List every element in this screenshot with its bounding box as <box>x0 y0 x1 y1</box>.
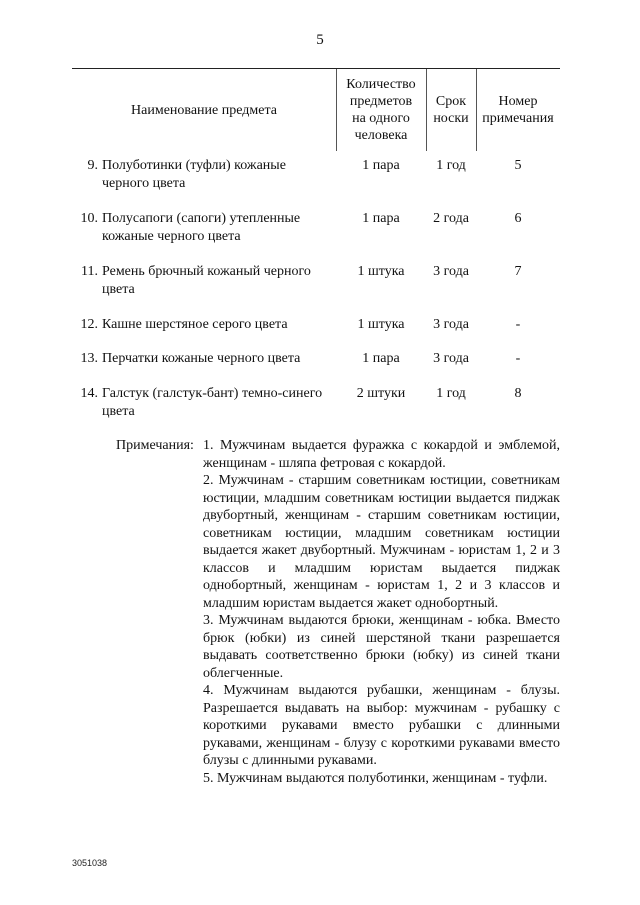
row-item-name: Кашне шерстяное серого цвета <box>102 317 288 332</box>
row-quantity: 1 пара <box>362 158 400 173</box>
row-term: 3 года <box>433 317 469 332</box>
row-quantity: 2 штуки <box>356 386 406 401</box>
row-quantity: 1 пара <box>362 351 400 366</box>
header-item-name: Наименование предмета <box>131 102 277 118</box>
row-quantity: 1 штука <box>357 264 405 279</box>
row-item-name: Ремень брючный кожаный черного цвета <box>102 264 311 297</box>
row-term: 3 года <box>433 264 469 279</box>
row-note-number: 6 <box>514 211 522 226</box>
document-code: 3051038 <box>72 858 108 868</box>
note-item: 1. Мужчинам выдается фуражка с кокардой и эмблемой, женщинам - шляпа фетровая с кокардой. <box>203 438 560 471</box>
row-note-number: - <box>515 317 521 332</box>
table-header <box>72 68 560 151</box>
row-quantity: 1 штука <box>357 317 405 332</box>
row-number: 9. <box>87 158 98 173</box>
row-item-name: Перчатки кожаные черного цвета <box>102 351 301 366</box>
header-note-number: Номер примечания <box>482 94 554 126</box>
row-number: 10. <box>80 211 98 226</box>
row-item-name: Галстук (галстук-бант) темно-синего цвета <box>102 386 323 419</box>
row-number: 11. <box>81 264 98 279</box>
note-item: 4. Мужчинам выдаются рубашки, женщинам - блузы. Разрешается выдавать на выбор: мужчинам - рубашку с короткими рукавами вместо рубашки с длинными рукавами, женщинам - блузу с короткими рукавами вместо блузы с длинными рукавами. <box>203 683 560 768</box>
row-item-name: Полусапоги (сапоги) утепленные кожаные черного цвета <box>102 211 301 244</box>
row-term: 1 год <box>436 386 466 401</box>
row-term: 3 года <box>433 351 469 366</box>
row-number: 13. <box>80 351 98 366</box>
note-item: 2. Мужчинам - старшим советникам юстиции, советникам юстиции, младшим советникам юстиции выдается пиджак двубортный, женщинам - старшим советникам юстиции, советникам юстиции, младшим советникам юстиции выдается жакет двубортный. Мужчинам - юристам 1, 2 и 3 классов и младшим юристам выдается пиджак однобортный, женщинам - юристам 1, 2 и 3 классов и младшим юристам выдается жакет однобортный. <box>203 473 560 611</box>
notes-label: Примечания: <box>116 438 194 453</box>
row-number: 14. <box>80 386 98 401</box>
notes-list <box>203 437 560 787</box>
row-term: 2 года <box>433 211 469 226</box>
row-term: 1 год <box>436 158 466 173</box>
row-note-number: 8 <box>514 386 522 401</box>
header-quantity: Количество предметов на одного человека <box>346 77 416 143</box>
row-note-number: 5 <box>514 158 522 173</box>
note-item: 5. Мужчинам выдаются полуботинки, женщинам - туфли. <box>203 770 548 786</box>
row-number: 12. <box>80 317 98 332</box>
header-term: Срок носки <box>433 94 469 126</box>
row-quantity: 1 пара <box>362 211 400 226</box>
row-note-number: - <box>515 351 521 366</box>
note-item: 3. Мужчинам выдаются брюки, женщинам - юбка. Вместо брюк (юбки) из синей шерстяной ткани разрешается выдавать соответственно брюки (юбку) из синей ткани облегченные. <box>203 613 560 681</box>
page-number: 5 <box>316 32 324 48</box>
row-item-name: Полуботинки (туфли) кожаные черного цвета <box>102 158 286 191</box>
row-note-number: 7 <box>514 264 522 279</box>
